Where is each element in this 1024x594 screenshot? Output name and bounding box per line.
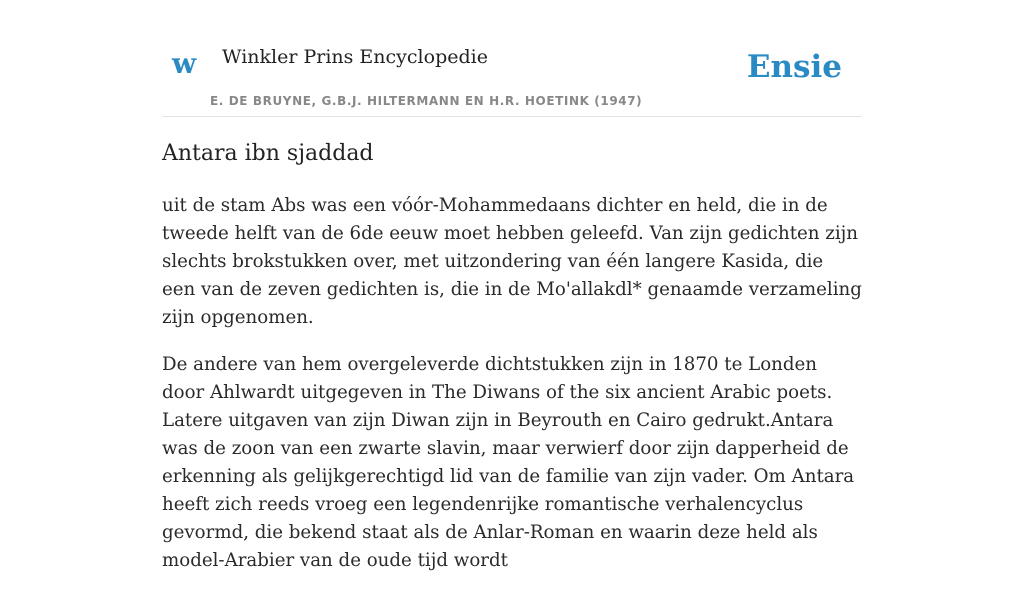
article-body bbox=[162, 192, 862, 594]
article-paragraph: De andere van hem overgeleverde dichtstukken zijn in 1870 te Londen door Ahlwardt uitgegeven in The Diwans of the six ancient Arabic poets. Latere uitgaven van zijn Diwan zijn in Beyrouth en Cairo gedrukt.Antara was de zoon van een zwarte slavin, maar verwierf door zijn dapperheid de erkenning als gelijkgerechtigd lid van de familie van zijn vader. Om Antara heeft zich reeds vroeg een legendenrijke romantische verhalencyclus gevormd, die bekend staat als de Anlar-Roman en waarin deze held als model-Arabier van de oude tijd wordt bbox=[162, 354, 855, 571]
ensie-logo[interactable]: Ensie bbox=[746, 49, 842, 85]
article-paragraph: uit de stam Abs was een vóór-Mohammedaans dichter en held, die in de tweede helft van de 6de eeuw moet hebben geleefd. Van zijn gedichten zijn slechts brokstukken over, met uitzondering van één langere Kasida, die een van de zeven gedichten is, die in de Mo'allakdl* genaamde verzameling zijn opgenomen. bbox=[162, 195, 862, 328]
winkler-prins-logo[interactable]: w bbox=[172, 47, 197, 80]
publication-title[interactable]: Winkler Prins Encyclopedie bbox=[222, 46, 488, 68]
publication-header bbox=[162, 30, 862, 117]
publication-authors: E. DE BRUYNE, G.B.J. HILTERMANN EN H.R. HOETINK (1947) bbox=[210, 94, 643, 108]
article-title: Antara ibn sjaddad bbox=[162, 141, 374, 166]
